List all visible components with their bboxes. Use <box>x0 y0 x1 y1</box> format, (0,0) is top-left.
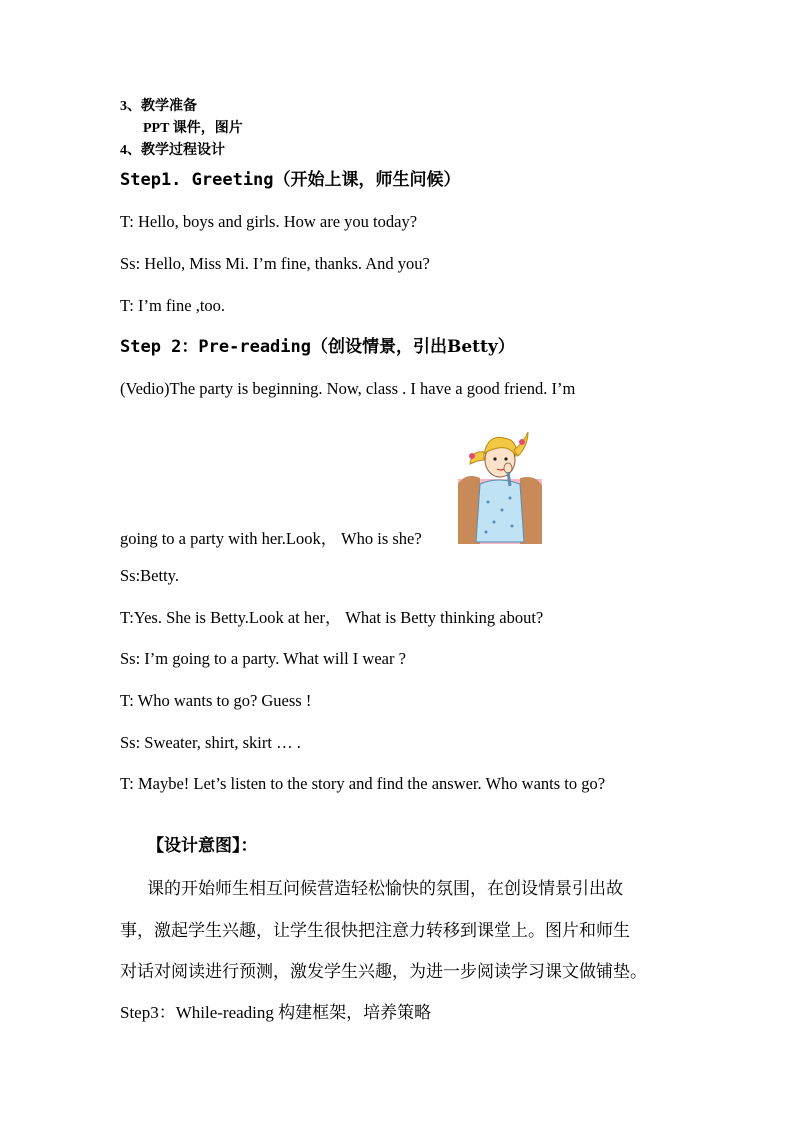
betty-illustration <box>458 424 542 544</box>
dialogue-line: T: I’m fine ,too. <box>120 296 226 315</box>
dialogue-line: Ss: I’m going to a party. What will I wear ? <box>120 649 406 668</box>
narration-line: going to a party with her.Look， Who is she? <box>120 529 422 548</box>
process-heading: 4、教学过程设计 <box>120 143 225 158</box>
dialogue-line: Ss:Betty. <box>120 566 179 585</box>
intent-paragraph-line: 课的开始师生相互问候营造轻松愉快的氛围，在创设情景引出故 <box>147 879 623 898</box>
step1-title <box>120 170 461 190</box>
narration-line: (Vedio)The party is beginning. Now, class . I have a good friend. I’m <box>120 379 576 398</box>
prep-materials: PPT 课件，图片 <box>143 121 243 136</box>
step3-title: Step3：While-reading 构建框架，培养策略 <box>120 1003 432 1022</box>
step1-title-cn: （开始上课，师生问候） <box>273 170 461 190</box>
intent-paragraph-line: 事，激起学生兴趣，让学生很快把注意力转移到课堂上。图片和师生 <box>120 921 630 940</box>
step2-title-cn: （创设情景，引出Betty） <box>311 337 515 357</box>
step1-title-en: Step1. Greeting <box>120 170 274 190</box>
dialogue-line: T:Yes. She is Betty.Look at her， What is Betty thinking about? <box>120 608 544 627</box>
step2-title-en: Step 2：Pre-reading <box>120 337 311 357</box>
dialogue-line: T: Maybe! Let’s listen to the story and find the answer. Who wants to go? <box>120 774 606 793</box>
dialogue-line: Ss: Sweater, shirt, skirt … . <box>120 733 301 752</box>
prep-heading: 3、教学准备 <box>120 99 197 114</box>
intent-heading: 【设计意图】： <box>147 836 258 855</box>
step2-title <box>120 337 515 357</box>
dialogue-line: Ss: Hello, Miss Mi. I’m fine, thanks. And you? <box>120 254 430 273</box>
dialogue-line: T: Hello, boys and girls. How are you today? <box>120 212 418 231</box>
dialogue-line: T: Who wants to go? Guess ! <box>120 691 312 710</box>
intent-paragraph-line: 对话对阅读进行预测，激发学生兴趣，为进一步阅读学习课文做铺垫。 <box>120 962 647 981</box>
